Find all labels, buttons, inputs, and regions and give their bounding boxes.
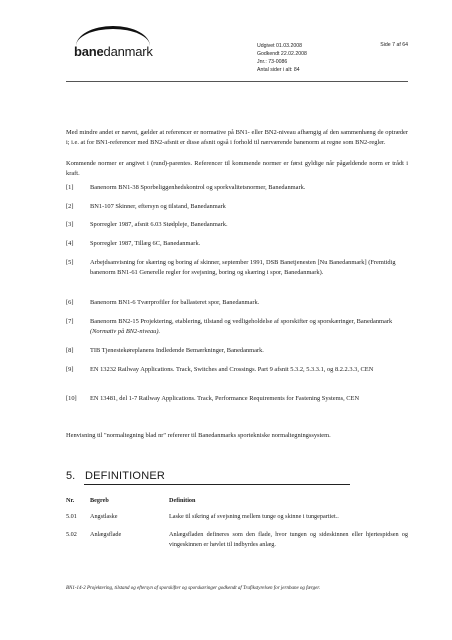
definition-text: Laske til sikring af svejsning mellem tunge og skinne i tungepartiet.. bbox=[169, 513, 339, 520]
column-header-term: Begreb bbox=[90, 497, 109, 504]
definition-number: 5.01 bbox=[66, 513, 77, 520]
banedanmark-logo bbox=[66, 26, 156, 66]
intro-paragraph-1: Med mindre andet er nævnt, gælder at referencer er normative på BN1- eller BN2-niveau afhængig af den sammenhæng de optræder i; i.e. at for BN1-referencer med BN2-afsnit er disse afsnit også i forhold til nærværende banenorm at regne som BN2-regler. bbox=[66, 129, 408, 146]
column-header-definition: Definition bbox=[169, 497, 196, 504]
page-number: Side 7 af 64 bbox=[380, 42, 408, 48]
reference-number: [9] bbox=[66, 366, 74, 373]
reference-text: Arbejdsanvisning for skæring og boring af skinner, september 1991, DSB Banetjenesten [Nu Banedanmark] (Fremtidig banenorm BN1-61 Generelle regler for svejsning, boring og skæring i spor, Banedanmark). bbox=[90, 259, 396, 276]
section-title: DEFINITIONER bbox=[85, 470, 166, 482]
normaltegning-note: Henvisning til "normaltegning blad nr" refererer til Banedanmarks sportekniske normaltegningssystem. bbox=[66, 432, 331, 439]
intro-paragraph-2: Kommende normer er angivet i (rund)-parentes. Referencer til kommende normer er først gyldige når pågældende norm er trådt i kraft. bbox=[66, 160, 408, 177]
meta-approved: Godkendt 22.02.2008 bbox=[257, 51, 307, 57]
reference-number: [1] bbox=[66, 184, 74, 191]
meta-published: Udgivet 01.03.2008 bbox=[257, 43, 302, 49]
reference-number: [3] bbox=[66, 221, 74, 228]
reference-normative-note: (Normativ på BN2-niveau). bbox=[90, 328, 161, 335]
meta-journal-number: Jnr.: 73-0086 bbox=[257, 59, 288, 65]
reference-number: [6] bbox=[66, 299, 74, 306]
reference-number: [4] bbox=[66, 240, 74, 247]
reference-text: Banenorm BN1-6 Tværprofiler for ballasteret spor, Banedanmark. bbox=[90, 299, 260, 306]
header-divider bbox=[66, 81, 408, 82]
reference-number: [5] bbox=[66, 259, 74, 266]
definition-number: 5.02 bbox=[66, 531, 77, 538]
reference-text: BN1-107 Skinner, eftersyn og tilstand, Banedanmark bbox=[90, 203, 226, 210]
reference-number: [10] bbox=[66, 395, 77, 402]
meta-total-pages: Antal sider i alt: 84 bbox=[257, 67, 300, 73]
column-header-nr: Nr. bbox=[66, 497, 75, 504]
reference-text: Banenorm BN2-15 Projektering, etablering, tilstand og vedligeholdelse af sporskifter og sporskæringer, Banedanmark (Normativ på BN2-niveau). bbox=[90, 318, 393, 335]
reference-text: Sporregler 1987, Tillæg 6C, Banedanmark. bbox=[90, 240, 201, 247]
reference-number: [2] bbox=[66, 203, 74, 210]
definition-term: Anlægsflade bbox=[90, 531, 122, 538]
reference-number: [8] bbox=[66, 347, 74, 354]
reference-text: EN 13232 Railway Applications. Track, Switches and Crossings. Part 9 afsnit 5.3.2, 5.3.3.1, og 8.2.2.3.3, CEN bbox=[90, 366, 374, 373]
reference-text: Banenorm BN1-38 Sporbeliggenhedskontrol og sporkvalitetsnormer, Banedanmark. bbox=[90, 184, 306, 191]
reference-text: TIB Tjenestekøreplanens Indledende Bemærkninger, Banedanmark. bbox=[90, 347, 264, 354]
page-footer: BN1-14-2 Projektering, tilstand og eftersyn af sporskifter og sporskæringer godkendt af Trafikstyrelsen for jernbane og færger. bbox=[66, 586, 321, 591]
reference-number: [7] bbox=[66, 318, 74, 325]
reference-text: EN 13481, del 1-7 Railway Applications. Track, Performance Requirements for Fastening Systems, CEN bbox=[90, 395, 360, 402]
definition-text: Anlægsfladen defineres som den flade, hvor tungen og sideskinnen eller hjertespidsen og vingeskinnen er høvlet til indbyrdes anlæg. bbox=[169, 531, 408, 548]
logo-wordmark: banedanmark bbox=[74, 44, 153, 59]
section-number: 5. bbox=[66, 470, 76, 482]
document-meta bbox=[257, 42, 307, 74]
reference-text: Sporregler 1987, afsnit 6.03 Stødpleje, Banedanmark. bbox=[90, 221, 228, 228]
definition-term: Angstlaske bbox=[90, 513, 118, 520]
section-heading-underline bbox=[84, 484, 350, 485]
logo-arc bbox=[76, 26, 150, 46]
